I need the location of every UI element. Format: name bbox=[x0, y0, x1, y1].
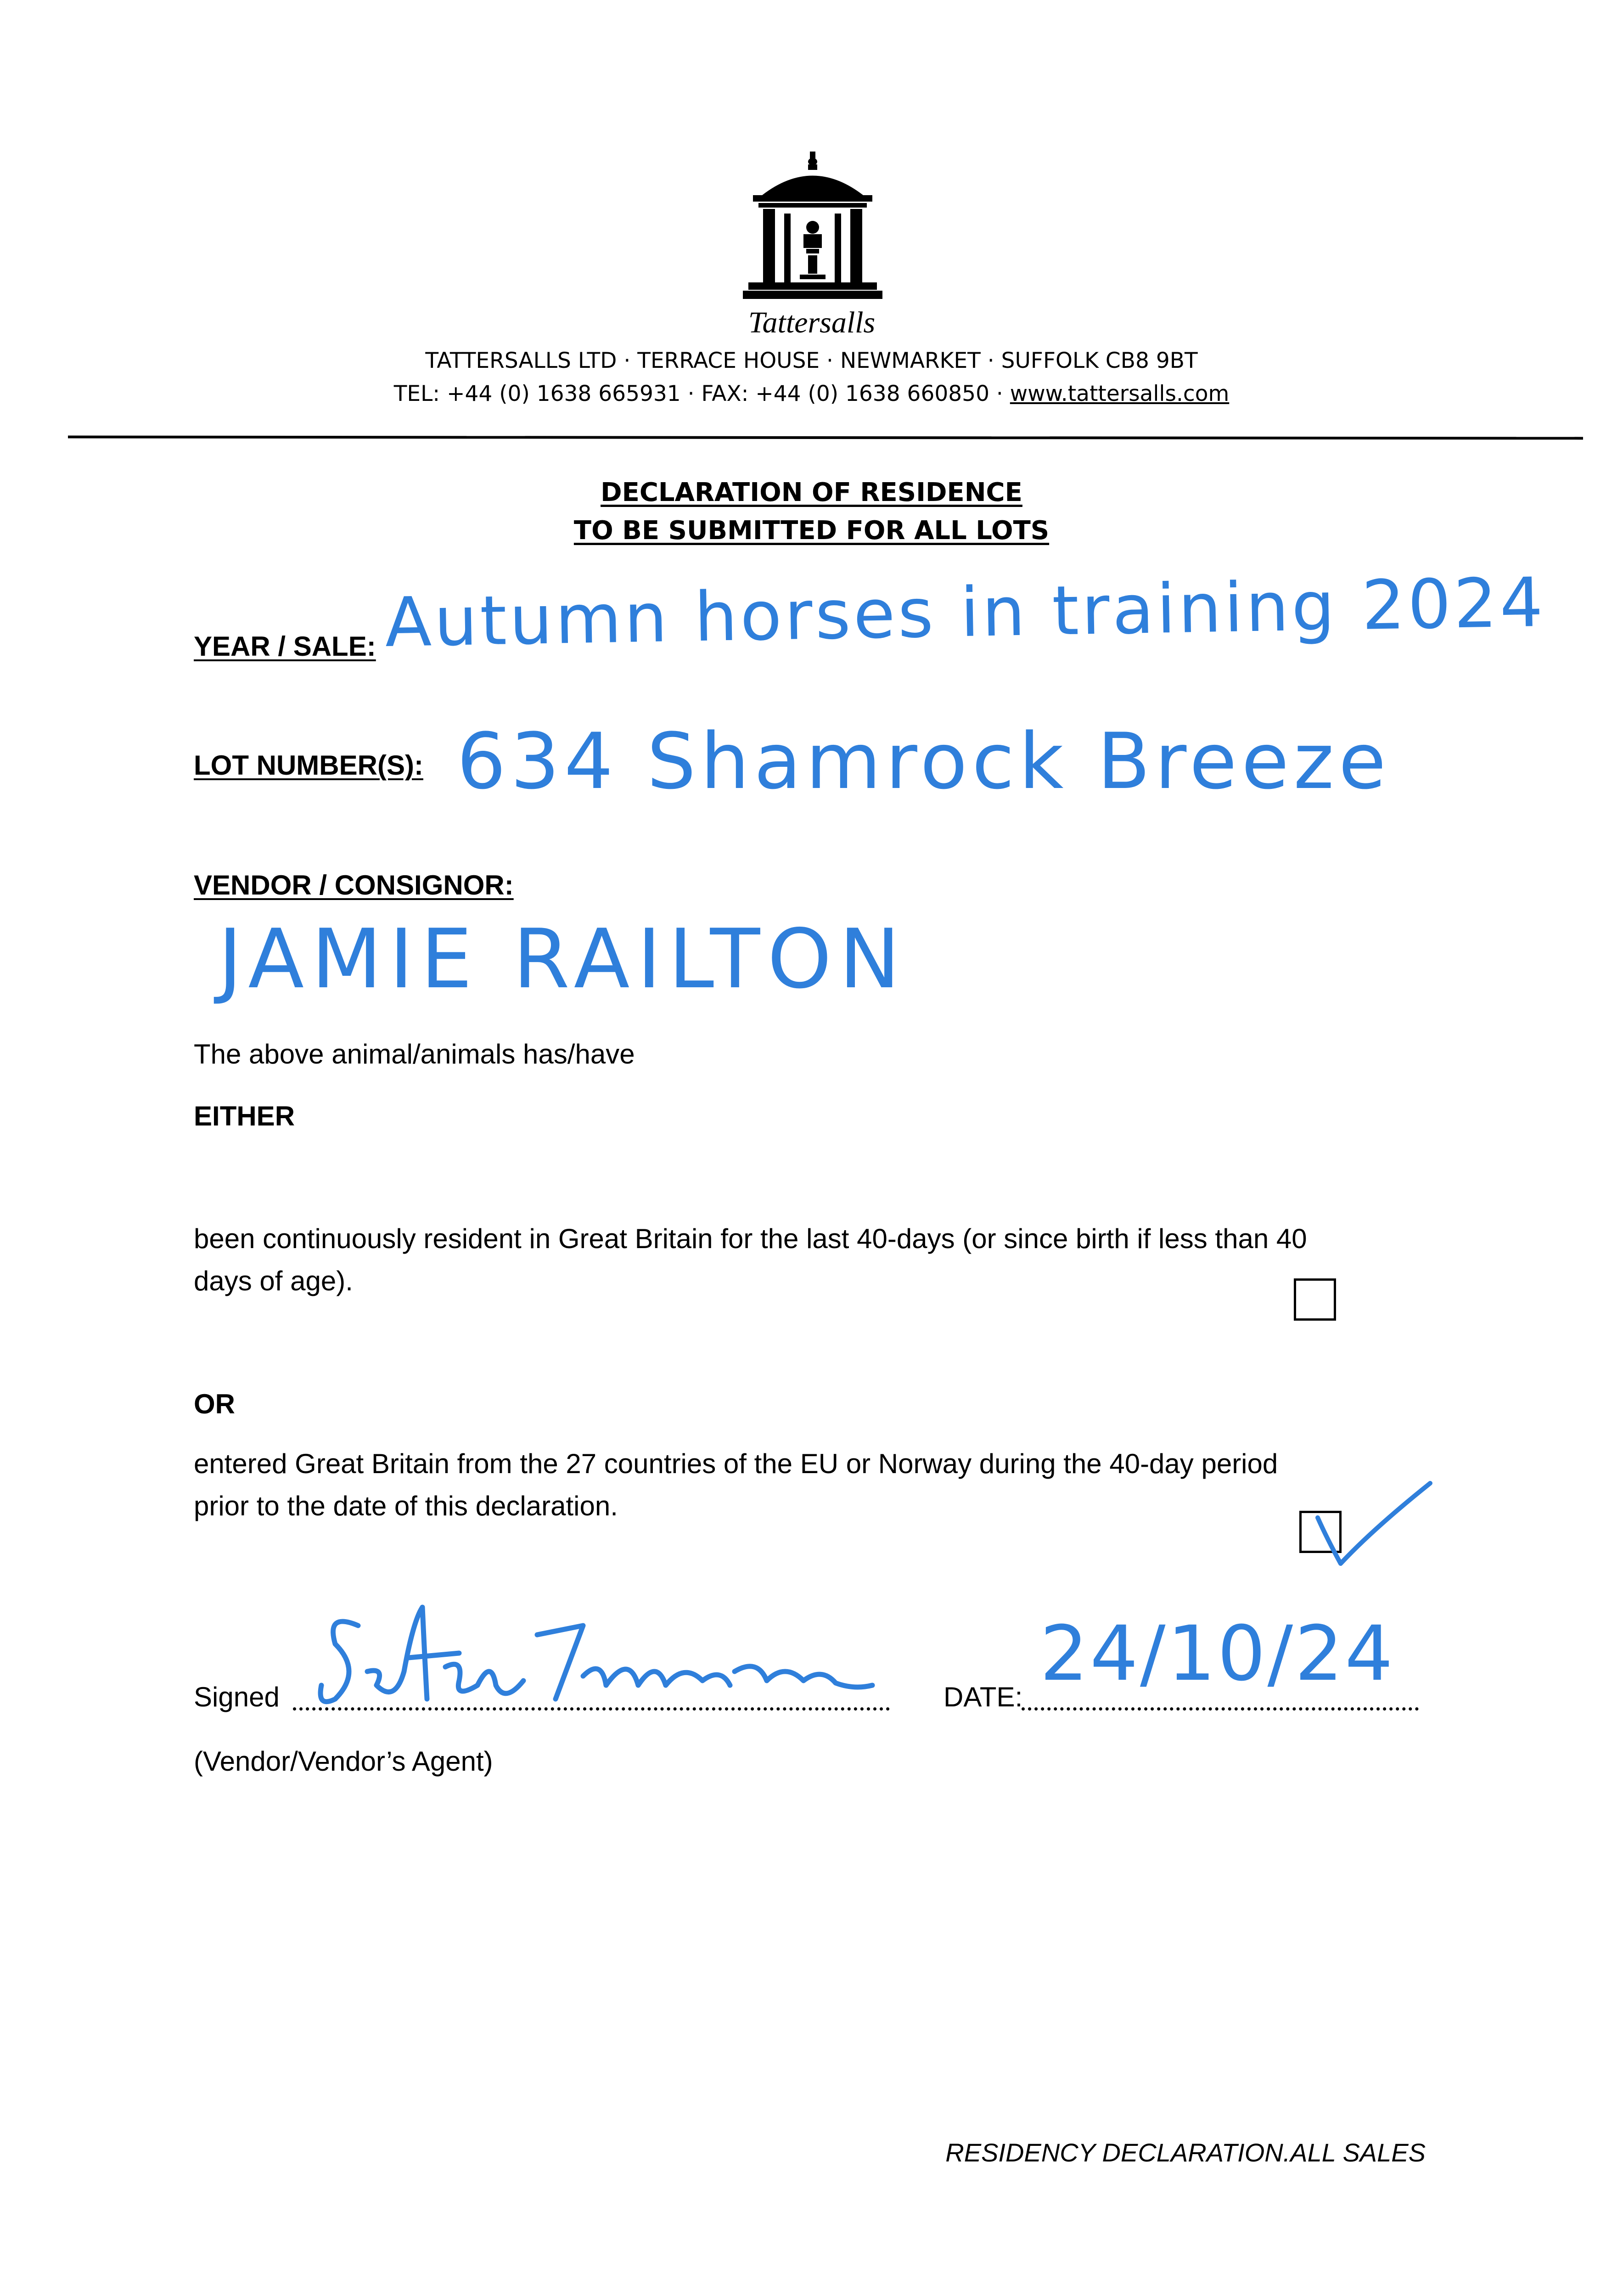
header-divider bbox=[68, 436, 1583, 440]
contact-numbers: TEL: +44 (0) 1638 665931 · FAX: +44 (0) 1638 660850 · bbox=[393, 381, 1010, 406]
either-heading: EITHER bbox=[194, 1101, 295, 1131]
website-link[interactable]: www.tattersalls.com bbox=[1010, 381, 1230, 406]
signature[interactable] bbox=[308, 1593, 886, 1722]
document-title: DECLARATION OF RESIDENCE bbox=[601, 478, 1022, 507]
date-label: DATE: bbox=[943, 1682, 1023, 1712]
address-line: TATTERSALLS LTD · TERRACE HOUSE · NEWMARKET · SUFFOLK CB8 9BT bbox=[425, 348, 1198, 373]
option-2-line-2: prior to the date of this declaration. bbox=[194, 1491, 618, 1521]
lot-number-label: LOT NUMBER(S): bbox=[194, 750, 423, 781]
option-1-checkbox[interactable] bbox=[1294, 1278, 1336, 1321]
contact-line bbox=[0, 381, 1623, 406]
option-2-line-1: entered Great Britain from the 27 countries of the EU or Norway during the 40-day period bbox=[194, 1448, 1278, 1479]
intro-text: The above animal/animals has/have bbox=[194, 1039, 635, 1069]
option-1-line-1: been continuously resident in Great Britain for the last 40-days (or since birth if less than 40 bbox=[194, 1223, 1307, 1254]
footer-text: RESIDENCY DECLARATION.ALL SALES bbox=[945, 2138, 1426, 2167]
signer-role: (Vendor/Vendor’s Agent) bbox=[194, 1746, 493, 1777]
signed-label: Signed bbox=[194, 1682, 280, 1712]
year-sale-label: YEAR / SALE: bbox=[194, 631, 376, 662]
tattersalls-logo bbox=[735, 152, 891, 303]
or-heading: OR bbox=[194, 1389, 235, 1419]
lot-number-field[interactable]: 634 Shamrock Breeze bbox=[457, 716, 1391, 806]
year-sale-field[interactable]: Autumn horses in training 2024 bbox=[384, 563, 1547, 662]
document-subtitle: TO BE SUBMITTED FOR ALL LOTS bbox=[573, 516, 1050, 546]
vendor-field[interactable]: JAMIE RAILTON bbox=[218, 912, 908, 1007]
brand-name: Tattersalls bbox=[748, 306, 876, 339]
vendor-label: VENDOR / CONSIGNOR: bbox=[194, 870, 514, 900]
checkmark-icon bbox=[1309, 1474, 1437, 1575]
date-field[interactable]: 24/10/24 bbox=[1040, 1609, 1395, 1698]
date-line bbox=[1022, 1707, 1419, 1711]
option-1-line-2: days of age). bbox=[194, 1266, 353, 1296]
